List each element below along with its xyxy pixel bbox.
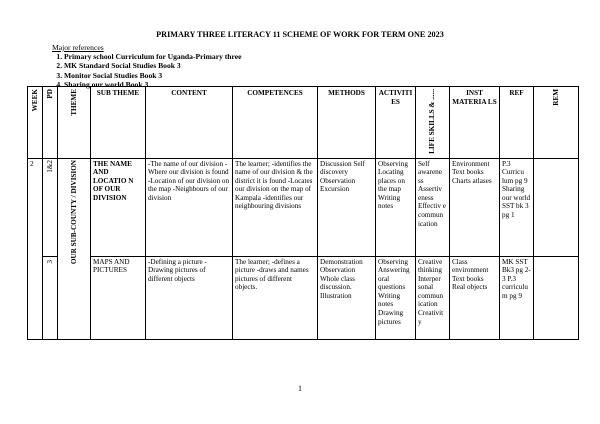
header-content: CONTENT [146,87,233,159]
competences-cell: The learner; -defines a picture -draws and names pictures of different objects. [233,256,318,339]
reference-item: 3. Monitor Social Studies Book 3 [64,71,242,80]
content-cell: -Defining a picture -Drawing pictures of different objects [146,256,233,339]
reference-item: 4. Sharing our world Book 3 [64,80,242,89]
header-competences: COMPETENCES [233,87,318,159]
life-skills-cell: Self awarene ss Assertiv eness Effectiv e commun ication [416,158,450,256]
life-skills-cell: Creative thinking Interper sonal commun ication Creativit y [416,256,450,339]
header-theme: THEME [58,87,91,159]
pd-cell: 1&2 [43,158,58,256]
rem-cell [534,256,579,339]
pd-cell: 3 [43,256,58,339]
ref-cell: P.3 Curricu lum pg 9 Sharing our world SST bk 3 pg 1 [500,158,534,256]
activities-cell: Observing Answering oral questions Writing notes Drawing pictures [376,256,416,339]
table-row [28,158,579,256]
theme-cell: OUR SUB-COUNTY / DIVISION [58,158,91,339]
document-title: PRIMARY THREE LITERACY 11 SCHEME OF WORK FOR TERM ONE 2023 [156,30,444,39]
competences-cell: The learner; -identifies the name of our division & the district it is found -Locates our division on the map of Kampala -identifies our neighbouring divisions [233,158,318,256]
references-block [52,43,242,89]
header-activities: ACTIVITI ES [376,87,416,159]
header-rem: REM [534,87,579,159]
table-row [28,256,579,339]
week-cell: 2 [28,158,43,339]
page-number: 1 [298,384,302,393]
references-list [52,52,242,89]
header-pd: PD [43,87,58,159]
ref-cell: MK SST Bk3 pg 2-3 P.3 curriculu m pg 9 [500,256,534,339]
scheme-of-work-table [27,86,579,340]
header-materials: INST MATERIA LS [450,87,500,159]
rem-cell [534,158,579,256]
header-row [28,87,579,159]
subtheme-cell: MAPS AND PICTURES [91,256,146,339]
references-heading: Major references [52,43,104,52]
activities-cell: Observing Locating places on the map Writing notes [376,158,416,256]
header-week: WEEK [28,87,43,159]
content-cell: -The name of our division -Where our division is found -Location of our division on the map -Neighbours of our division [146,158,233,256]
header-ref: REF [500,87,534,159]
reference-item: 1. Primary school Curriculum for Uganda-Primary three [64,52,242,61]
methods-cell: Demonstration Observation Whole class discussion. Illustration [318,256,376,339]
header-methods: METHODS [318,87,376,159]
materials-cell: Class environment Text books Real objects [450,256,500,339]
header-life-skills: LIFE SKILLS & ...... [416,87,450,159]
header-subtheme: SUB THEME [91,87,146,159]
subtheme-cell: THE NAME AND LOCATIO N OF OUR DIVISION [91,158,146,256]
materials-cell: Environment Text books Charts atlases [450,158,500,256]
reference-item: 2. MK Standard Social Studies Book 3 [64,61,242,70]
methods-cell: Discussion Self discovery Observation Excursion [318,158,376,256]
